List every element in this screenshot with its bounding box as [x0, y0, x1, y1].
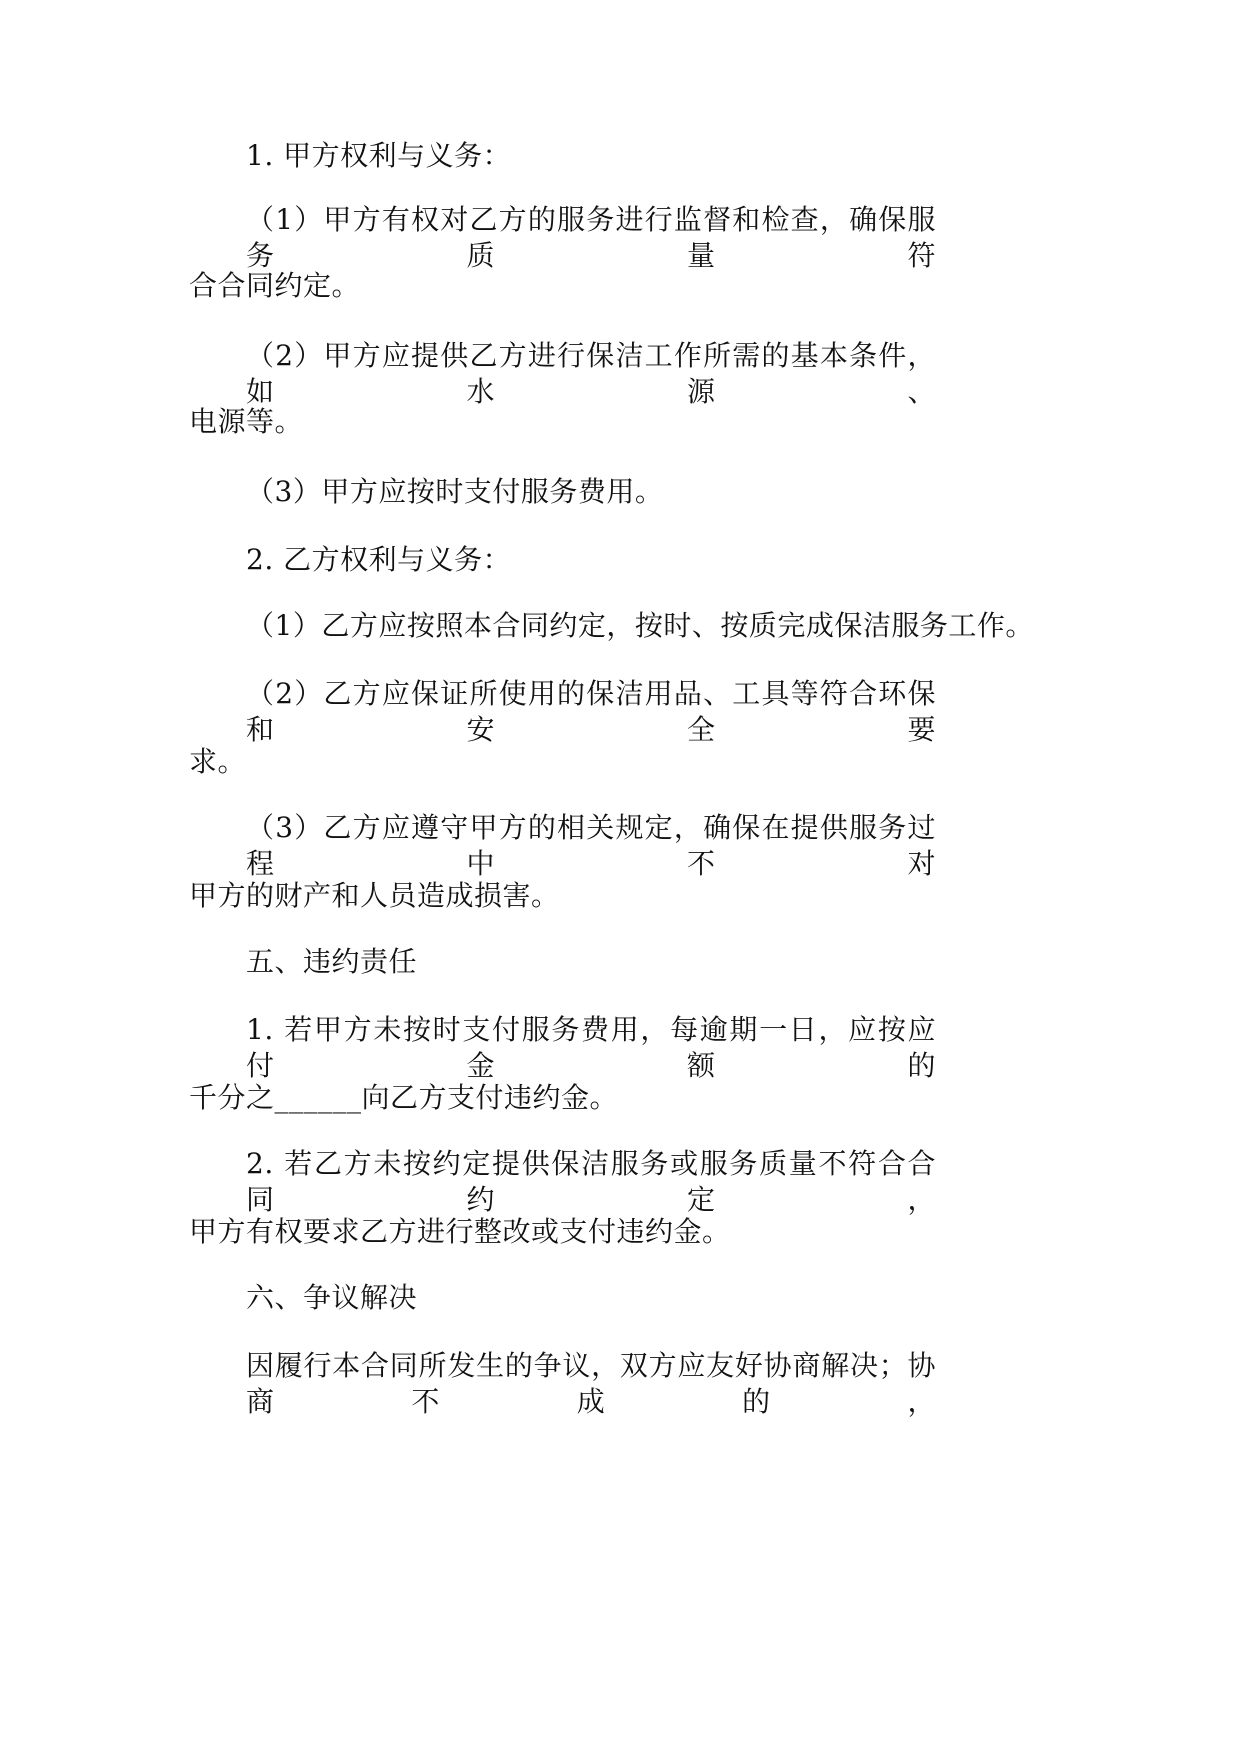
paragraph-line: 1. 若甲方未按时支付服务费用，每逾期一日，应按应付金额的 — [246, 1013, 936, 1082]
paragraph-line: （3）乙方应遵守甲方的相关规定，确保在提供服务过程中不对 — [246, 811, 936, 880]
paragraph-line: （1）乙方应按照本合同约定，按时、按质完成保洁服务工作。 — [246, 609, 1034, 642]
paragraph-line: （1）甲方有权对乙方的服务进行监督和检查，确保服务质量符 — [246, 203, 936, 272]
paragraph-line: 合合同约定。 — [189, 269, 361, 302]
clause-heading-party-b: 2. 乙方权利与义务： — [246, 543, 512, 576]
clause-heading-party-a: 1. 甲方权利与义务： — [246, 139, 512, 172]
paragraph-line: 电源等。 — [189, 405, 304, 438]
paragraph-line: 求。 — [189, 745, 247, 778]
paragraph-line: 因履行本合同所发生的争议，双方应友好协商解决；协商不成的， — [246, 1349, 936, 1418]
paragraph-line: 甲方有权要求乙方进行整改或支付违约金。 — [189, 1215, 731, 1248]
section-heading-breach: 五、违约责任 — [246, 945, 418, 978]
paragraph-line: 2. 若乙方未按约定提供保洁服务或服务质量不符合合同约定， — [246, 1147, 936, 1216]
paragraph-line: 千分之______向乙方支付违约金。 — [189, 1081, 619, 1114]
paragraph-line: （3）甲方应按时支付服务费用。 — [246, 475, 664, 508]
paragraph-line: （2）乙方应保证所使用的保洁用品、工具等符合环保和安全要 — [246, 677, 936, 746]
section-heading-dispute: 六、争议解决 — [246, 1281, 418, 1314]
paragraph-line: （2）甲方应提供乙方进行保洁工作所需的基本条件，如水源、 — [246, 339, 936, 408]
paragraph-line: 甲方的财产和人员造成损害。 — [189, 879, 560, 912]
